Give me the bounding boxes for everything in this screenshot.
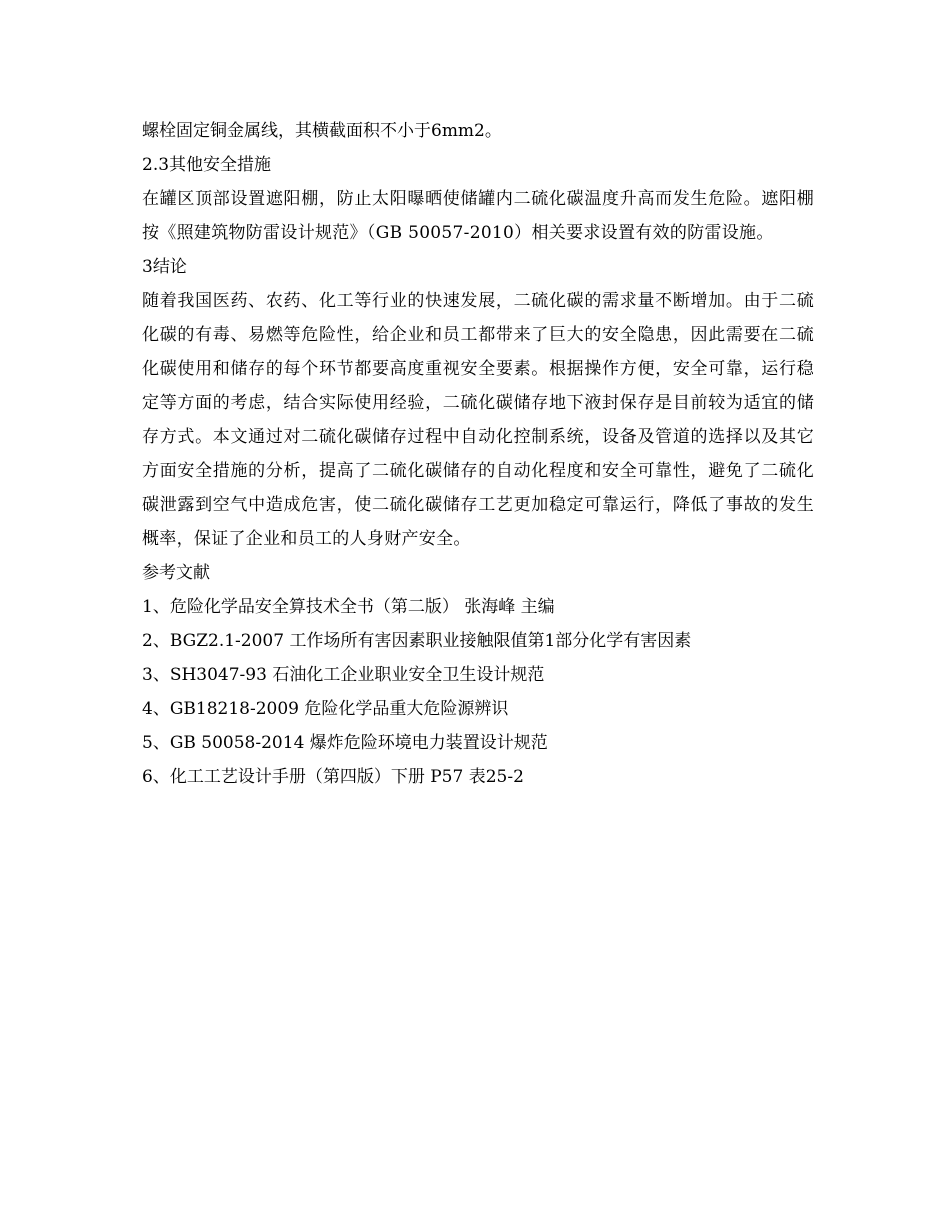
document-page [142, 114, 814, 794]
continuation-text: 螺栓固定铜金属线，其横截面积不小于6mm2。 [142, 121, 502, 141]
reference-item: 4、GB18218-2009 危险化学品重大危险源辨识 [142, 699, 509, 719]
reference-item: 3、SH3047-93 石油化工企业职业安全卫生设计规范 [142, 665, 545, 685]
references-list [142, 590, 814, 794]
reference-item: 5、GB 50058-2014 爆炸危险环境电力装置设计规范 [142, 733, 548, 753]
reference-item: 2、BGZ2.1-2007 工作场所有害因素职业接触限值第1部分化学有害因素 [142, 631, 692, 651]
section-3-body: 随着我国医药、农药、化工等行业的快速发展，二硫化碳的需求量不断增加。由于二硫化碳的有毒、易燃等危险性，给企业和员工都带来了巨大的安全隐患，因此需要在二硫化碳使用和储存的每个环节都要高度重视安全要素。根据操作方便，安全可靠，运行稳定等方面的考虑，结合实际使用经验，二硫化碳储存地下液封保存是目前较为适宜的储存方式。本文通过对二硫化碳储存过程中自动化控制系统，设备及管道的选择以及其它方面安全措施的分析，提高了二硫化碳储存的自动化程度和安全可靠性，避免了二硫化碳泄露到空气中造成危害，使二硫化碳储存工艺更加稳定可靠运行，降低了事故的发生概率，保证了企业和员工的人身财产安全。 [142, 291, 814, 549]
reference-item: 6、化工工艺设计手册（第四版）下册 P57 表25-2 [142, 767, 524, 787]
section-2-3-body: 在罐区顶部设置遮阳棚，防止太阳曝晒使储罐内二硫化碳温度升高而发生危险。遮阳棚按《照建筑物防雷设计规范》（GB 50057-2010）相关要求设置有效的防雷设施。 [142, 189, 814, 243]
reference-item: 1、危险化学品安全算技术全书（第二版） 张海峰 主编 [142, 597, 555, 617]
section-3-heading: 3结论 [142, 257, 187, 277]
section-2-3-heading: 2.3其他安全措施 [142, 155, 272, 175]
references-heading: 参考文献 [142, 563, 210, 583]
